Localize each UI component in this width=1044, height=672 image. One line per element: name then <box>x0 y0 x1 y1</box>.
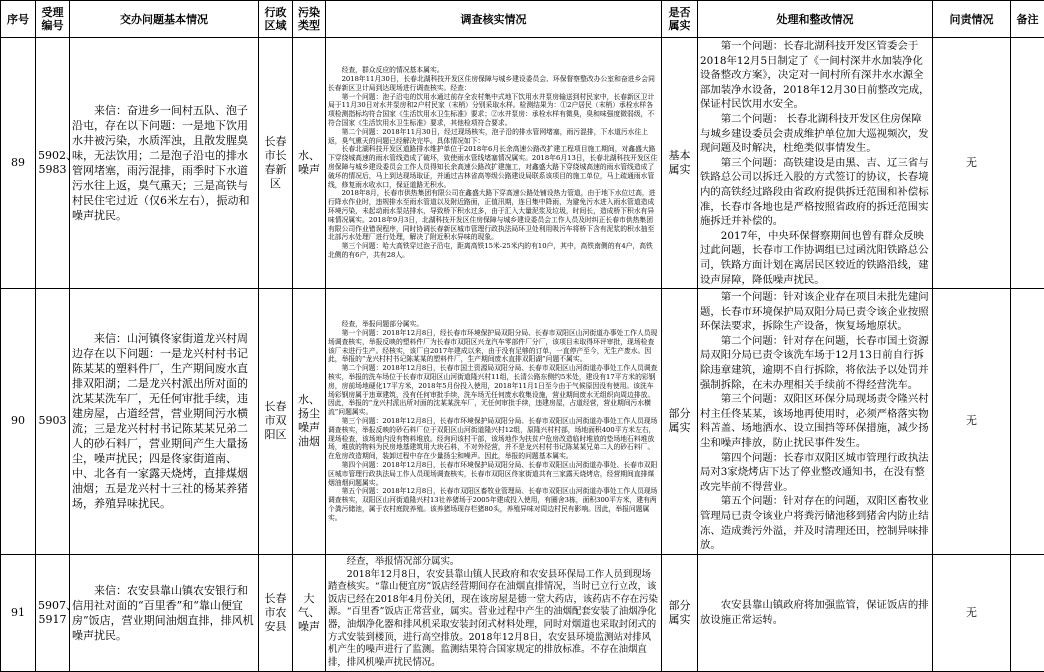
row-no: 90 <box>1 289 36 555</box>
header-no: 序号 <box>1 1 36 38</box>
pollution-type: 大气、噪声 <box>293 554 326 671</box>
table-row <box>1 289 1044 555</box>
handling-paragraph: 第二个问题： 长春北湖科技开发区住房保障与城乡建设委员会责成维护单位加大巡视频次，发现问题及时解决，杜绝类似事情发生。 <box>700 112 930 156</box>
handling-paragraph: 第三个问题：高铁建设是由黑、吉、辽三省与铁路总公司以拆迁入股的方式签订的协议，长春境内的高铁经过路段由省政府提供拆迁范围和补偿标准，长春市各地也是严格按照省政府的拆迁范围实施拆迁并补偿的。 <box>700 156 930 229</box>
handling-paragraph: 第二个问题：针对存在问题，长春市国土资源局双阳分局已责令该洗车场于12月13日前自行拆除违章建筑，逾期不自行拆除，将依法予以处罚并强制拆除，在未办理相关手续前不得经营洗车。 <box>700 334 930 392</box>
header-remarks: 备注 <box>1011 1 1044 38</box>
handling-paragraph: 第三个问题：双阳区环保分局现场责令隆兴村村主任佟某某，该场地再使用时，必须严格落实物料苫盖、场地洒水、设立围挡等环保措施，减少扬尘和噪声排放，防止扰民事件发生。 <box>700 392 930 450</box>
investigation-paragraph: 第二个问题：2018年12月8日，长春市国土资源局双阳分局、长春市双阳区山河街道办事处工作人员调查核实，举报的洗车场位于长春市双阳区山河街道隆兴村11组，长清公路东侧约5米处，建设有17平方米的彩钢房，房前场地硬化17平方米，2018年5月份投入使用，2018年11月1日至今由于气候原因没有使用。该洗车场彩钢房属于违章建筑，没有任何审批手续，洗车场无任何废水收集设施，营业期间废水无组织向周边排放。因此，举报的“龙兴村派出所对面的沈某某洗车厂，无任何审批手续，违建房屋，占道经营，营业期间污水横流”问题属实。 <box>328 364 659 417</box>
investigation-paragraph: 第三个问题：哈大高铁穿过泡子沿屯，距离高铁15米-25米内的有10户，其中，高铁南侧的有4户，高铁北侧的有6户，共有28人。 <box>328 242 659 260</box>
header-row <box>1 1 1044 38</box>
header-district: 行政区域 <box>259 1 293 38</box>
investigation-paragraph: 长春北湖科技开发区道路排水维护单位于2018年6月长余高速公路改扩建工程项目施工期间，对鑫盛大路下穿绕城高速的雨水管线造成了破坏，致使雨水管线堵塞情况属实。2018年6月13日，长春北湖科技开发区住房保障与城乡建设委员会工作人员得知长余高速公路改扩建施工，对鑫盛大路下穿绕城高速的雨水管线造成了破坏的情况后，马上到达现场取证，并通过吉林省高等级公路建设局联系该项目的施工单位，马上疏通雨水管线，修复雨水收水口，保证道路无积水。 <box>328 145 659 189</box>
investigation-paragraph: 2018年11月30日，长春北湖科技开发区住房保障与城乡建设委员会、环保督察整改办公室和奋进乡会同长春新区卫计局到达现场进行调查核实。经查： <box>328 75 659 93</box>
investigation-paragraph: 经查，群众反应的情况基本属实。 <box>328 66 659 75</box>
handling-paragraph: 第一个问题：针对该企业存在项目未批先建问题，长春市环境保护局双阳分局已责令该企业按照环保法要求，拆除生产设备，恢复场地原状。 <box>700 290 930 334</box>
header-pollution: 污染类型 <box>293 1 326 38</box>
investigation-paragraph: 2018年8月，长春市供热集团有限公司在鑫盛大路下穿高速公路处铺设热力管道，由于地下水位过高，进行降水作业时，违规排水至雨水管道以及附近路面，正值汛期，连日集中降雨，为避免污水进入雨水管道造成环境污染，未起动雨水泵站排水，导致桥下积水过多，由于汇入大量泥浆及垃圾，时间长，造成桥下积水有异味情况属实。2018年9月3日，北湖科技开发区住房保障与城乡建设委员会工作人员及时纠正长春市供热集团有限公司作业错误程序，同时协调长春新区城市管理行政执法局环卫处利用吸污车将桥下含有泥浆的积水抽至北部污水处理厂进行处理，解决了附近积水异味的现象。 <box>328 189 659 242</box>
handling-paragraph: 农安县靠山镇政府将加强监管，保证饭店的排放设施正常运转。 <box>700 598 930 627</box>
accountability: 无 <box>933 554 1011 671</box>
remarks <box>1011 554 1044 671</box>
header-case-no: 受理编号 <box>36 1 70 38</box>
handling-paragraph: 第四个问题：长春市双阳区城市管理行政执法局对3家烧烤店下达了停业整改通知书，在没有整改完毕前不得营业。 <box>700 451 930 495</box>
table-row <box>1 554 1044 671</box>
investigation <box>326 38 662 289</box>
remarks <box>1011 289 1044 555</box>
investigation-paragraph: 第四个问题：2018年12月8日，长春市环境保护局双阳分局、长春市双阳区山河街道办事处、长春市双阳区城市管理行政执法局工作人员现场调查核实，长春市双阳区佟家街道共有三家露天烧烤店，经营期间直排煤烟油烟问题属实。 <box>328 461 659 487</box>
header-basic: 交办问题基本情况 <box>70 1 259 38</box>
remarks <box>1011 38 1044 289</box>
handling <box>698 289 933 555</box>
accountability: 无 <box>933 38 1011 289</box>
investigation-paragraph: 第二个问题：2018年11月30日，经过现场核实，泡子沿的排水管网堵塞，雨污混排，下水道污水往上返，臭气熏天的问题已经解决完毕。具体情况如下： <box>328 128 659 146</box>
pollution-type: 水、噪声 <box>293 38 326 289</box>
investigation-paragraph: 第五个问题：2018年12月8日，长春市双阳区畜牧业管理局、长春市双阳区山河街道办事处工作人员现场调查核实，双阳区山河街道隆兴村13社养猪场于2005年建成投入使用，有圈舍3栋，面积300平方米，建有两个粪污储池，属于农村庭院养殖。该养猪场现存栏猪80头，养殖异味对周边村民有影响。因此，举报问题属实。 <box>328 487 659 522</box>
case-no: 5907、5917 <box>36 554 70 671</box>
header-handling: 处理和整改情况 <box>698 1 933 38</box>
case-no: 5903 <box>36 289 70 555</box>
basic-info-text: 来信：山河镇佟家街道龙兴村周边存在以下问题：一是龙兴村村书记陈某某的塑料件厂，生产期间废水直排双阳湖；二是龙兴村派出所对面的沈某某洗车厂，无任何审批手续，违建房屋，占道经营，营业期间污水横流；三是龙兴村村书记陈某某兄弟二人的砂石料厂，营业期间产生大量扬尘，噪声扰民；四是佟家街道南、中、北各有一家露天烧烤，直排煤烟油烟；五是龙兴村十三社的杨某养猪场，养殖异味扰民。 <box>72 331 256 511</box>
district: 长春市农安县 <box>259 554 293 671</box>
verified: 部分属实 <box>662 554 698 671</box>
basic-info-text: 来信：奋进乡一间村五队、泡子沿屯，存在以下问题：一是地下饮用水井被污染，水质浑浊，且散发腥臭味，无法饮用；二是泡子沿屯的排水管网堵塞，雨污混排，雨季时下水道污水往上返，臭气熏天；三是高铁与村民住宅过近（仅6米左右），振动和噪声扰民。 <box>72 103 256 223</box>
pollution-type: 水、扬尘噪声油烟 <box>293 289 326 555</box>
case-no: 5902、5983 <box>36 38 70 289</box>
investigation-paragraph: 第一个问题：泡子沿屯的饮用水通过前存全农村集中式地下饮用水井泵房输送到村民家中，长春新区卫计局于11月30日对水井泵房和2户村民家（末梢）分别采取水样。检测结果为：①2户居民（末梢）承栓水样各项检测指标均符合国家《生活饮用水卫生标准》要求；②水井泵房：承栓水样有微臭，臭和味强度微弱级，不符合国家《生活饮用水卫生标准》要求，其他检项符合要求。 <box>328 93 659 128</box>
handling-paragraph: 2017年，中央环保督察期间也曾有群众反映过此问题，长春市工作协调组已过函沈阳铁路总公司，铁路方面计划在离居民区较近的铁路沿线，建设声屏障，降低噪声扰民。 <box>700 229 930 287</box>
investigation-paragraph: 经查，举报情况部分属实。 <box>328 556 659 569</box>
investigation-paragraph: 2018年12月8日，农安县靠山镇人民政府和农安县环保局工作人员到现场踏查核实。“靠山便宜房”饭店经营期间存在油烟直排情况，当时已立行立改，该饭店已经在2018年4月份关闭，现在该房屋是德一堂大药店，该药店不存在污染源。“百里香”饭店正常营业，属实。营业过程中产生的油烟配套安装了油烟净化器，油烟净化器和排风机采取安装封闭式材料处理，同时对烟道也采取封闭式的方式安装到楼顶，进行高空排放。2018年12月8日，农安县环境监测站对排风机产生的噪声进行了监测。监测结果符合国家规定的排放标准。不存在油烟直排，排风机噪声扰民情况。 <box>328 569 659 670</box>
header-accountability: 问责情况 <box>933 1 1011 38</box>
basic-info <box>70 38 259 289</box>
handling-paragraph: 第五个问题：针对存在的问题，双阳区畜牧业管理局已责令该业户将粪污储池移到猪舍内防止结冻、造成粪污外溢，并及时清理还田，控制异味排放。 <box>700 494 930 552</box>
header-verified: 是否属实 <box>662 1 698 38</box>
header-investigation: 调查核实情况 <box>326 1 662 38</box>
basic-info <box>70 289 259 555</box>
investigation-paragraph: 第三个问题：2018年12月8日，长春市环境保护局双阳分局、长春市双阳区山河街道办事处工作人员现场调查核实，举报反映的砂石料厂位于双阳区山河街道隆兴村12组，原隆兴村村部，场地面积400平方米左右，现场检查，该场地内没有物料堆放。经询问该村干部，该场地作为扶贫户危房改造临时堆放的垫场地石料堆放场，堆放的物料为民房地基建筑用大块石料，不对外经营，并不是龙兴村村书记陈某某兄弟二人的砂石料厂。在危房改造期间，装卸过程中存在少量扬尘和噪声。因此，举报的问题基本属实。 <box>328 417 659 461</box>
district: 长春市双阳区 <box>259 289 293 555</box>
investigation <box>326 554 662 671</box>
verified: 基本属实 <box>662 38 698 289</box>
handling <box>698 38 933 289</box>
investigation-paragraph: 经查，举报问题部分属实。 <box>328 320 659 329</box>
investigation <box>326 289 662 555</box>
basic-info <box>70 554 259 671</box>
district: 长春市长春新区 <box>259 38 293 289</box>
table-row <box>1 38 1044 289</box>
accountability: 无 <box>933 289 1011 555</box>
basic-info-text: 来信：农安县靠山镇农安银行和信用社对面的“百里香”和“靠山便宜房”饭店，营业期间油烟直排，排风机噪声扰民。 <box>72 583 256 643</box>
investigation-paragraph: 第一个问题：2018年12月8日，经长春市环境保护局双阳分局、长春市双阳区山河街道办事处工作人员现场调查核实，举报反映的塑料件厂为长春市双阳区兴龙汽车零部件厂分厂，该项目未取得环评审批，现场检查该厂未进行生产。经核实，该厂自2017年建成以来，由于没有足够的订单，一直停产至今，无生产废水。因此，举报的“龙兴村村书记陈某某的塑料件厂，生产期间废水直排双阳湖”问题不属实。 <box>328 329 659 364</box>
row-no: 91 <box>1 554 36 671</box>
row-no: 89 <box>1 38 36 289</box>
verified: 部分属实 <box>662 289 698 555</box>
handling-paragraph: 第一个问题：长春北湖科技开发区管委会于2018年12月5日制定了《一间村深井水加装净化设备整改方案》，决定对一间村所有深井水水源全部加装净水设备，2018年12月30日前整改完成，保证村民饮用水安全。 <box>700 39 930 112</box>
handling <box>698 554 933 671</box>
